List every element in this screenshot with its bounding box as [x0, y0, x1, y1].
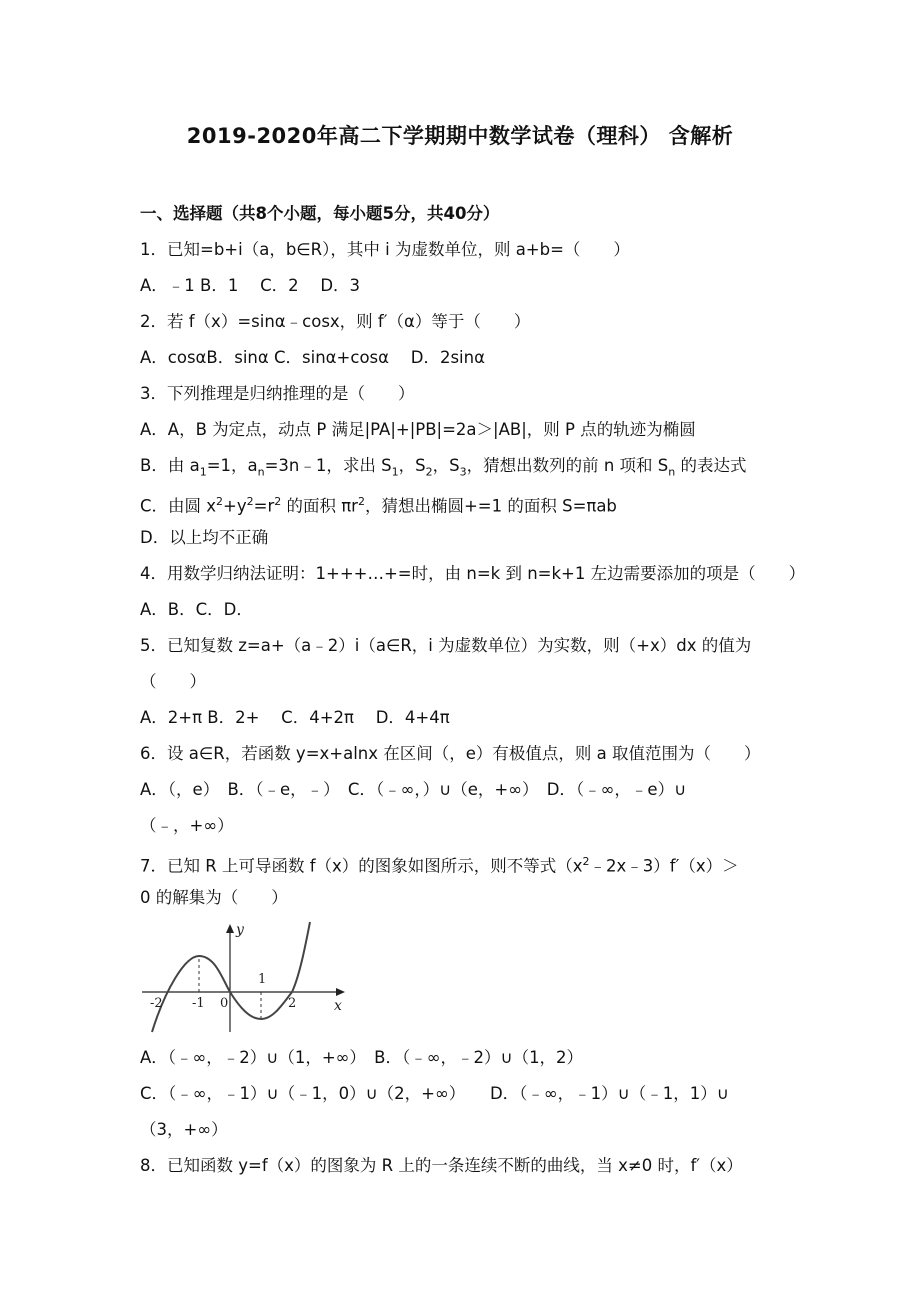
tick-0: 0: [220, 996, 229, 1011]
question-1-options: A．﹣1 B．1 C．2 D．3: [140, 276, 361, 295]
question-8-stem: 8．已知函数 y=f（x）的图象为 R 上的一条连续不断的曲线，当 x≠0 时，f′（x）: [140, 1156, 743, 1175]
section-heading: 一、选择题（共8个小题，每小题5分，共40分）: [140, 204, 500, 223]
x-axis-arrow: [336, 988, 345, 996]
question-7-options-ab: A．（﹣∞，﹣2）∪（1，+∞） B．（﹣∞，﹣2）∪（1，2）: [140, 1048, 584, 1067]
question-3-option-c: C．由圆 $x^2+y^2=r^2$ 的面积 $\pi r^2$，猜想出椭圆+=1 的面积 S=πab: [140, 495, 617, 516]
question-4-stem: 4．用数学归纳法证明：1+++…+=时，由 n=k 到 n=k+1 左边需要添加的项是（ ）: [140, 564, 806, 583]
question-3-option-d: D．以上均不正确: [140, 528, 269, 547]
y-axis-arrow: [226, 924, 234, 933]
question-6-options-cont: （﹣，+∞）: [140, 816, 234, 835]
question-5-stem: 5．已知复数 z=a+（a﹣2）i（a∈R，i 为虚数单位）为实数，则（+x）dx 的值为: [140, 636, 752, 655]
tick-2: 2: [288, 996, 297, 1011]
question-4-options: A．B．C．D．: [140, 600, 253, 619]
question-7-options-cd: C．（﹣∞，﹣1）∪（﹣1，0）∪（2，+∞） D．（﹣∞，﹣1）∪（﹣1，1）∪: [140, 1084, 729, 1103]
tick-minus-2: -2: [150, 996, 163, 1011]
page-title: 2019-2020年高二下学期期中数学试卷（理科） 含解析: [186, 124, 734, 148]
question-3-stem: 3．下列推理是归纳推理的是（ ）: [140, 384, 415, 403]
question-7-stem: 7．已知 R 上可导函数 f（x）的图象如图所示，则不等式$(x^2﹣2x﹣3)f'(x)>$: [140, 855, 739, 876]
question-6-options: A．（，e） B．（﹣e，﹣） C．（﹣∞，）∪（e，+∞） D．（﹣∞，﹣e）∪: [140, 780, 687, 799]
question-5-stem-cont: （ ）: [140, 672, 206, 691]
tick-1: 1: [258, 972, 267, 987]
function-graph: [140, 920, 350, 1038]
question-3-option-a: A．A，B 为定点，动点 P 满足|PA|+|PB|=2a＞|AB|，则 P 点的轨迹为椭圆: [140, 420, 696, 439]
question-1-stem: 1．已知=b+i（a，b∈R），其中 i 为虚数单位，则 a+b=（ ）: [140, 240, 630, 259]
question-2-options: A．cosαB．sinα C．sinα+cosα D．2sinα: [140, 348, 485, 367]
tick-minus-1: -1: [192, 996, 205, 1011]
question-5-options: A．2+π B．2+ C．4+2π D．4+4π: [140, 708, 450, 727]
question-6-stem: 6．设 a∈R，若函数 y=x+alnx 在区间（，e）有极值点，则 a 取值范围为（ ）: [140, 744, 761, 763]
y-axis-label: y: [236, 922, 244, 938]
x-axis-label: x: [334, 998, 342, 1014]
function-curve: [152, 922, 310, 1032]
question-2-stem: 2．若 f（x）=sinα﹣cosx，则 f′（α）等于（ ）: [140, 312, 531, 331]
question-7-stem-cont: 0 的解集为（ ）: [140, 888, 288, 907]
question-3-option-b: B．由 $a_1=1$，$a_n=3n﹣1$，求出 $S_1$，$S_2$，$S_3$，猜想出数列的前 n 项和 $S_n$ 的表达式: [140, 456, 747, 479]
question-7-options-cont: （3，+∞）: [140, 1120, 228, 1139]
